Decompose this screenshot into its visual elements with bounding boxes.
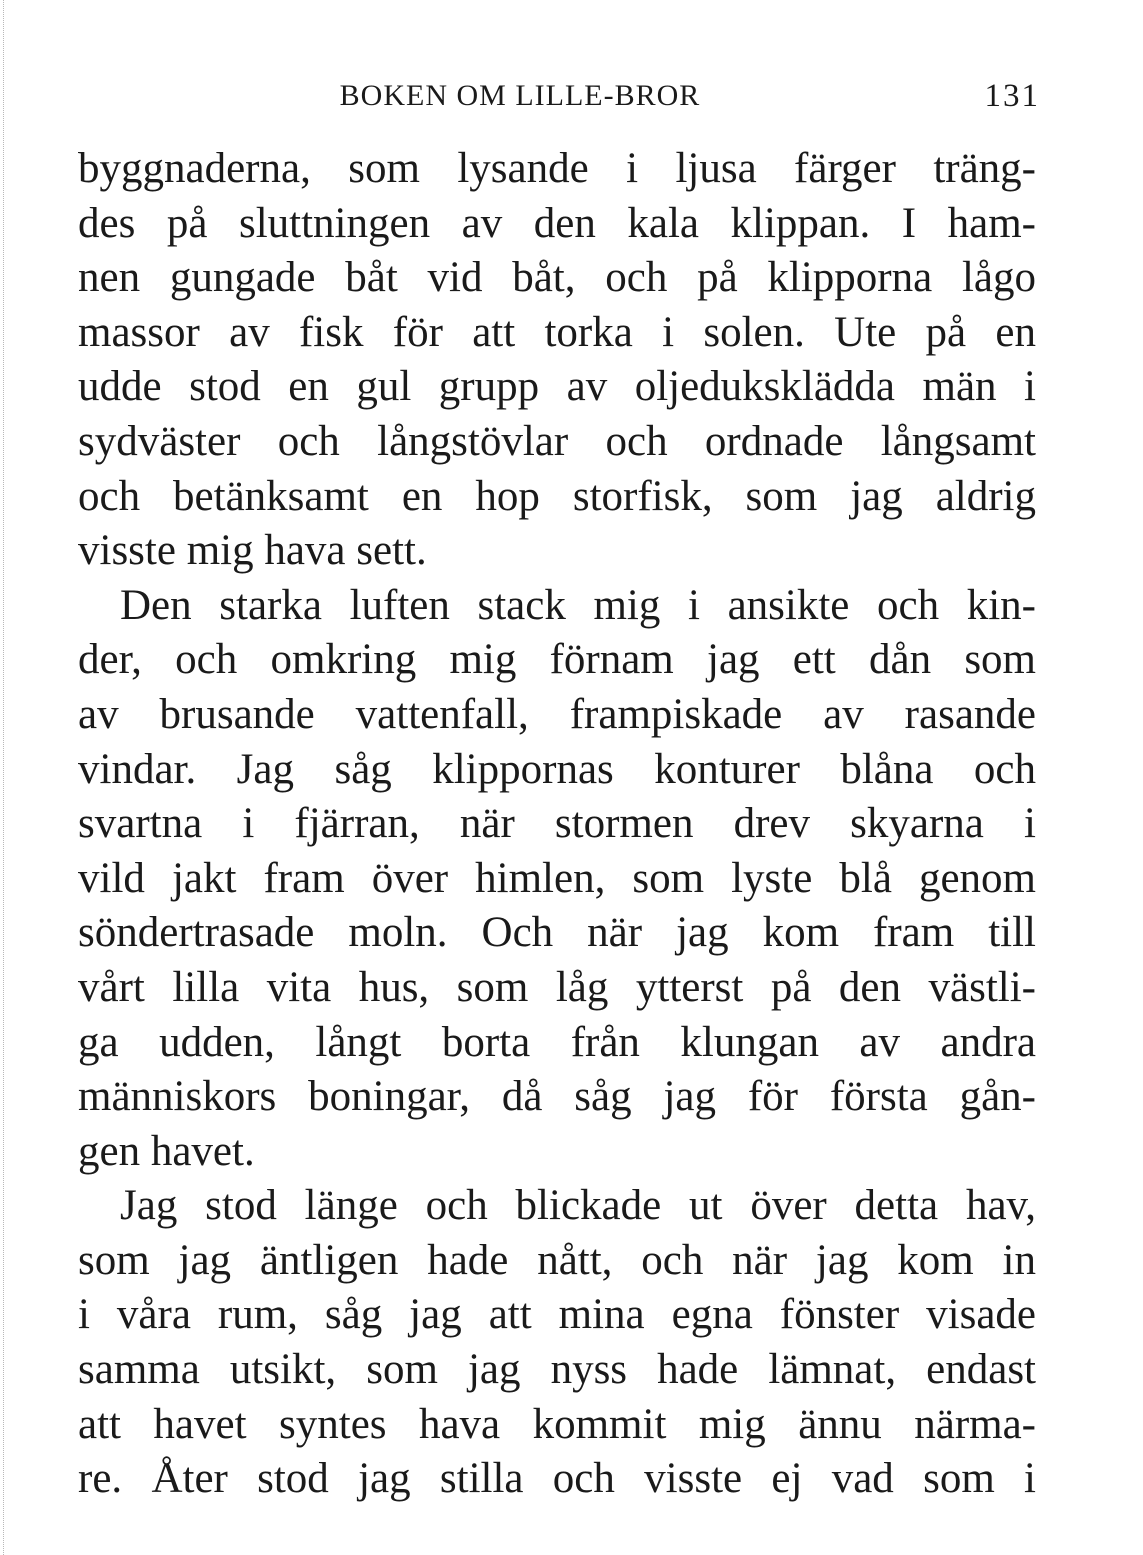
text-line: i våra rum, såg jag att mina egna fönster visade xyxy=(78,1291,1036,1339)
text-line: sydväster och långstövlar och ordnade långsamt xyxy=(78,417,1036,465)
text-line: ga udden, långt borta från klungan av andra xyxy=(78,1018,1036,1066)
text-line: människors boningar, då såg jag för första gån- xyxy=(78,1073,1036,1121)
text-line: och betänksamt en hop storfisk, som jag aldrig xyxy=(78,472,1036,520)
text-line: att havet syntes hava kommit mig ännu närma- xyxy=(78,1400,1036,1448)
text-line: vild jakt fram över himlen, som lyste blå genom xyxy=(78,854,1036,902)
running-title: BOKEN OM LILLE-BROR xyxy=(339,79,701,112)
text-line: av brusande vattenfall, frampiskade av rasande xyxy=(78,690,1036,738)
text-line: udde stod en gul grupp av oljeduksklädda män i xyxy=(78,363,1036,411)
text-line: som jag äntligen hade nått, och när jag kom in xyxy=(78,1236,1036,1284)
text-line: samma utsikt, som jag nyss hade lämnat, endast xyxy=(78,1346,1036,1394)
text-line: vindar. Jag såg klippornas konturer blåna och xyxy=(78,745,1036,793)
text-line: byggnaderna, som lysande i ljusa färger träng- xyxy=(78,145,1036,192)
text-line: der, och omkring mig förnam jag ett dån som xyxy=(78,636,1036,684)
text-line: des på sluttningen av den kala klippan. I ham- xyxy=(78,199,1036,247)
paragraph-end-line: gen havet. xyxy=(78,1127,255,1175)
text-line: svartna i fjärran, när stormen drev skyarna i xyxy=(78,800,1036,848)
text-line: nen gungade båt vid båt, och på klipporna lågo xyxy=(78,254,1036,302)
text-line: massor av fisk för att torka i solen. Ute på en xyxy=(78,308,1036,356)
paragraph-first-line: Jag stod länge och blickade ut över detta hav, xyxy=(120,1182,1036,1230)
page-binding-edge xyxy=(3,0,4,1555)
paragraph-end-line: visste mig hava sett. xyxy=(78,527,427,575)
paragraph-first-line: Den starka luften stack mig i ansikte och kin- xyxy=(120,581,1036,629)
text-line: re. Åter stod jag stilla och visste ej vad som i xyxy=(78,1455,1036,1503)
text-line: söndertrasade moln. Och när jag kom fram till xyxy=(78,909,1036,957)
page-number: 131 xyxy=(984,78,1040,114)
body-text xyxy=(78,142,1036,1507)
running-header xyxy=(80,76,1040,116)
text-line: vårt lilla vita hus, som låg ytterst på den västli- xyxy=(78,963,1036,1011)
